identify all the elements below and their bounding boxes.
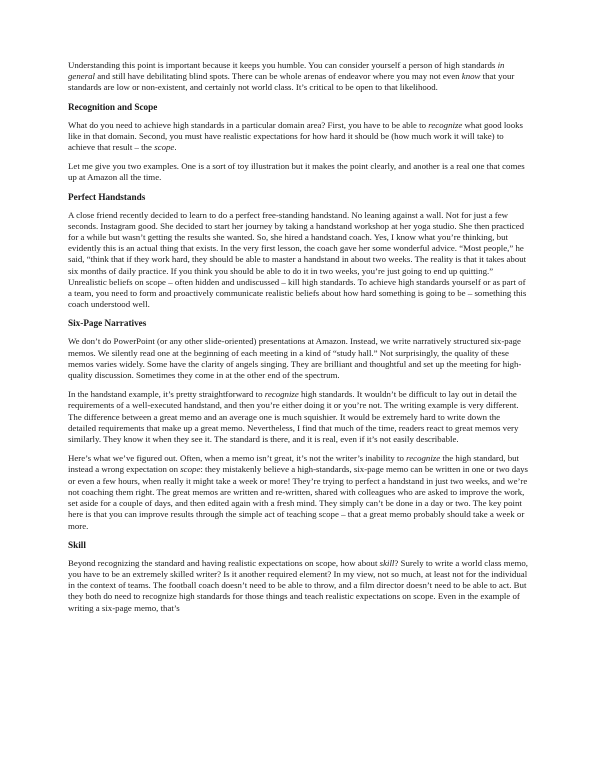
paragraph-text: . [174, 142, 177, 153]
paragraph-5 [68, 336, 530, 381]
document-page [68, 60, 530, 622]
section-heading-perfect-handstands: Perfect Handstands [68, 191, 146, 202]
paragraph-text: Beyond recognizing the standard and having realistic expectations on scope, how about [68, 557, 380, 568]
paragraph-1 [68, 60, 530, 94]
emphasis-text: in general [68, 60, 505, 82]
paragraph-text: We don’t do PowerPoint (or any other slide-oriented) presentations at Amazon. Instead, we write narratively structured six-page memos. We silently read one at the beginning of each meeting in a kind of “study hall.” Not surprisingly, the quality of these memos varies widely. Some have the clarity of angels singing. They are brilliant and thoughtful and set up the meeting for high-quality discussion. Sometimes they come in at the other end of the spectrum. [68, 336, 522, 381]
section-heading-recognition-and-scope: Recognition and Scope [68, 101, 158, 112]
paragraph-text: Understanding this point is important because it keeps you humble. You can consider yourself a person of high standards [68, 60, 498, 70]
section-heading-skill: Skill [68, 539, 86, 550]
paragraph-7 [68, 453, 530, 531]
paragraph-2 [68, 120, 530, 154]
paragraph-text: that your standards are low or non-existent, and certainly not world class. It’s critical to be open to that likelihood. [68, 71, 515, 93]
paragraph-text: what good looks like in that domain. Second, you must have realistic expectations for how hard it should be (how much work it will take) to achieve that result – the [68, 119, 524, 153]
emphasis-text: recognize [428, 119, 463, 130]
paragraph-text: and still have debilitating blind spots. There can be whole arenas of endeavor where you may not even [95, 71, 462, 82]
section-heading-six-page-narratives: Six-Page Narratives [68, 318, 147, 329]
paragraph-4 [68, 210, 530, 311]
paragraph-text: : they mistakenly believe a high-standards, six-page memo can be written in one or two days or even a few hours, when really it might take a week or more! They’re trying to perfect a handstand in just two weeks, and we’re not coaching them right. The great memos are written and re-written, shared with colleagues who are asked to improve the work, set aside for a couple of days, and then edited again with a fresh mind. They simply can’t be done in a day or two. The key point here is that you can improve results through the simple act of teaching scope – that a great memo probably should take a week or more. [68, 464, 528, 531]
emphasis-text: scope [180, 464, 201, 475]
paragraph-text: the high standard, but instead a wrong expectation on [68, 453, 520, 475]
paragraph-text: What do you need to achieve high standards in a particular domain area? First, you have to be able to [68, 119, 429, 130]
paragraph-text: Let me give you two examples. One is a sort of toy illustration but it makes the point clearly, and another is a real one that comes up at Amazon all the time. [68, 161, 525, 183]
emphasis-text: skill [379, 557, 395, 568]
paragraph-text: high standards. It wouldn’t be difficult to lay out in detail the requirements of a well-executed handstand, and then you’re either doing it or you’re not. The writing example is very different. The difference between a great memo and an average one is much squishier. It would be extremely hard to write down the detailed requirements that make up a great memo. Nevertheless, I find that much of the time, readers react to great memos very similarly. They know it when they see it. The standard is there, and it is real, even if it’s not easily describable. [68, 389, 519, 445]
emphasis-text: know [461, 71, 481, 82]
emphasis-text: scope [154, 142, 175, 153]
paragraph-6 [68, 389, 530, 445]
paragraph-3 [68, 161, 530, 183]
paragraph-text: ? Surely to write a world class memo, you have to be an extremely skilled writer? Is it another required element? In my view, not so much, at least not for the individual in the context of teams. The football coach doesn’t need to be able to throw, and a film director doesn’t need to be able to act. But they both do need to recognize high standards for those things and teach realistic expectations on scope. Even in the example of writing a six-page memo, that’s [68, 557, 529, 613]
emphasis-text: recognize [264, 389, 299, 400]
paragraph-8 [68, 558, 530, 614]
paragraph-text: A close friend recently decided to learn to do a perfect free-standing handstand. No leaning against a wall. Not for just a few seconds. Instagram good. She decided to start her journey by taking a handstand workshop at her yoga studio. She then practiced for a while but wasn’t getting the results she wanted. So, she hired a handstand coach. Yes, I know what you’re thinking, but evidently this is an actual thing that exists. In the very first lesson, the coach gave her some wonderful advice. “Most people,” he said, “think that if they work hard, they should be able to master a handstand in about two weeks. The reality is that it takes about six months of daily practice. If you think you should be able to do it in two weeks, you’re just going to end up quitting.” Unrealistic beliefs on scope – often hidden and undiscussed – kill high standards. To achieve high standards yourself or as part of a team, you need to form and proactively communicate realistic beliefs about how hard something is going to be – something this coach understood well. [68, 209, 527, 310]
paragraph-text: In the handstand example, it’s pretty straightforward to [68, 389, 265, 400]
emphasis-text: recognize [406, 453, 441, 464]
paragraph-text: Here’s what we’ve figured out. Often, when a memo isn’t great, it’s not the writer’s inability to [68, 453, 407, 464]
